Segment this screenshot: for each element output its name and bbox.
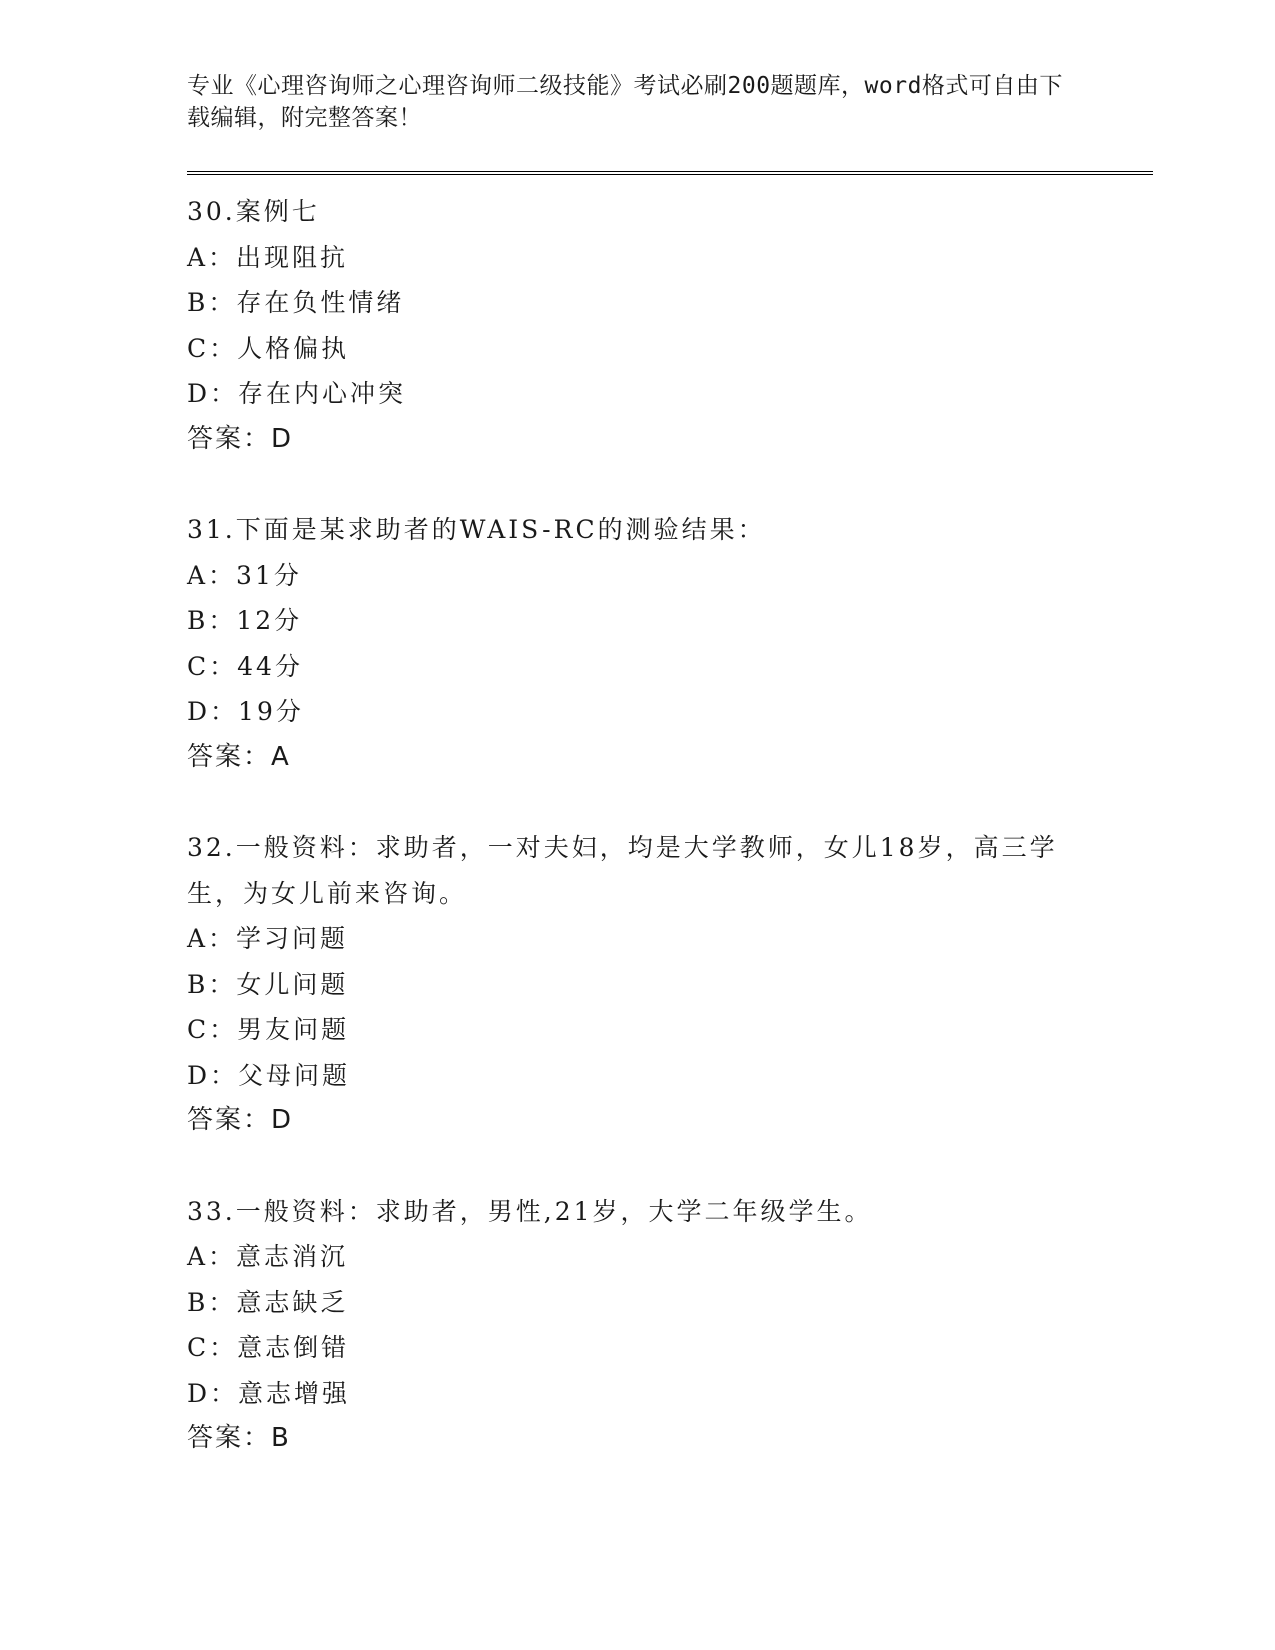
option-a: A：学习问题 — [187, 924, 349, 953]
document-header: 专业《心理咨询师之心理咨询师二级技能》考试必刷200题题库，word格式可自由下载编辑，附完整答案！ — [187, 73, 1063, 131]
answer-line: 答案：D — [187, 1105, 294, 1135]
option-b: B：意志缺乏 — [187, 1287, 349, 1317]
option-c: C：人格偏执 — [187, 333, 350, 363]
question-stem: 32.一般资料：求助者，一对夫妇，均是大学教师，女儿18岁，高三学生，为女儿前来咨询。 — [187, 833, 1058, 908]
option-c: C：意志倒错 — [187, 1333, 350, 1362]
option-c: C：男友问题 — [187, 1015, 350, 1044]
option-a: A：意志消沉 — [187, 1242, 349, 1271]
answer-line: 答案：A — [187, 741, 291, 772]
option-a: A：出现阻抗 — [187, 242, 349, 272]
answer-line: 答案：D — [187, 423, 294, 454]
question-stem: 30.案例七 — [187, 197, 320, 226]
option-d: D：意志增强 — [187, 1378, 351, 1408]
option-d: D：19分 — [187, 697, 304, 726]
option-b: B：存在负性情绪 — [187, 288, 405, 317]
document-page — [187, 70, 1153, 1507]
option-b: B：12分 — [187, 606, 303, 635]
question-item — [187, 507, 1153, 780]
question-item — [187, 1189, 1153, 1462]
option-d: D：父母问题 — [187, 1060, 351, 1090]
option-b: B：女儿问题 — [187, 969, 349, 999]
header-divider — [187, 171, 1153, 175]
question-stem: 31.下面是某求助者的WAIS-RC的测验结果： — [187, 515, 766, 544]
answer-line: 答案：B — [187, 1423, 291, 1453]
question-list — [187, 189, 1153, 1462]
question-stem: 33.一般资料：求助者，男性,21岁，大学二年级学生。 — [187, 1196, 873, 1226]
question-item — [187, 825, 1153, 1144]
question-item — [187, 189, 1153, 462]
option-a: A：31分 — [187, 560, 302, 590]
option-d: D：存在内心冲突 — [187, 379, 407, 408]
option-c: C：44分 — [187, 651, 303, 681]
